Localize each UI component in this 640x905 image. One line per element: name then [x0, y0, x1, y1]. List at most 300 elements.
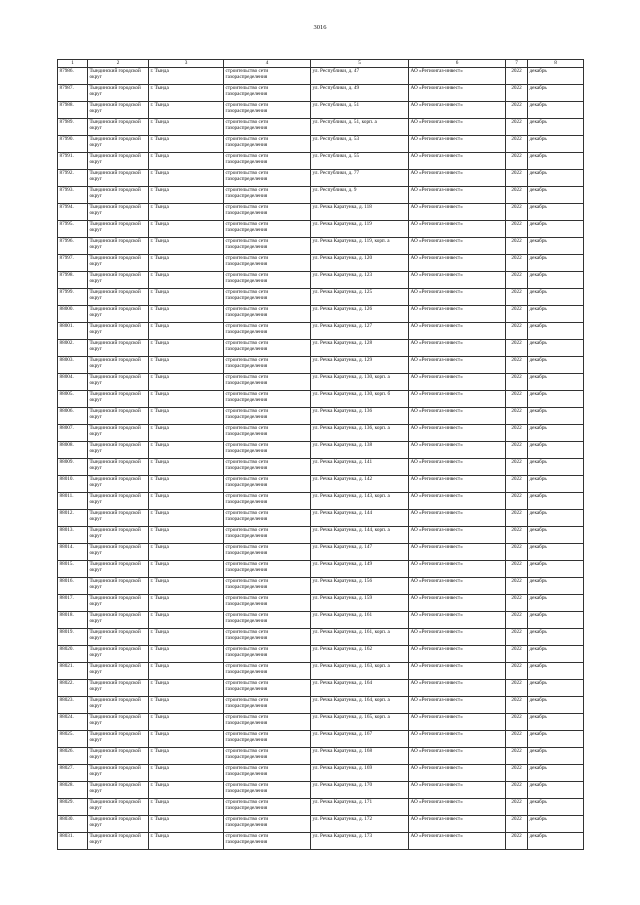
cell-settlement: г. Тында	[149, 799, 224, 816]
page-number: 3016	[313, 24, 327, 31]
cell-month: декабрь	[528, 544, 584, 561]
cell-work-type: строительство сети газораспределения	[224, 221, 311, 238]
cell-organization: АО «Регионгаз-инвест»	[409, 136, 506, 153]
cell-year: 2022	[506, 527, 528, 544]
cell-municipality: Тындинский городской округ	[88, 391, 149, 408]
cell-municipality: Тындинский городской округ	[88, 408, 149, 425]
cell-month: декабрь	[528, 357, 584, 374]
cell-month: декабрь	[528, 578, 584, 595]
cell-settlement: г. Тында	[149, 170, 224, 187]
cell-municipality: Тындинский городской округ	[88, 272, 149, 289]
table-row	[58, 391, 584, 408]
table-row	[58, 187, 584, 204]
table-row	[58, 170, 584, 187]
cell-work-type: строительство сети газораспределения	[224, 782, 311, 799]
cell-year: 2022	[506, 408, 528, 425]
cell-month: декабрь	[528, 510, 584, 527]
cell-organization: АО «Регионгаз-инвест»	[409, 680, 506, 697]
cell-settlement: г. Тында	[149, 408, 224, 425]
cell-work-type: строительство сети газораспределения	[224, 731, 311, 748]
header-cell-4: 4	[224, 60, 311, 68]
cell-address: ул. Речка Каратунка, д. 129	[311, 357, 409, 374]
cell-municipality: Тындинский городской округ	[88, 612, 149, 629]
cell-work-type: строительство сети газораспределения	[224, 85, 311, 102]
cell-row-number: 88009.	[58, 459, 88, 476]
cell-organization: АО «Регионгаз-инвест»	[409, 425, 506, 442]
cell-organization: АО «Регионгаз-инвест»	[409, 765, 506, 782]
cell-row-number: 88011.	[58, 493, 88, 510]
cell-work-type: строительство сети газораспределения	[224, 748, 311, 765]
cell-municipality: Тындинский городской округ	[88, 85, 149, 102]
cell-address: ул. Речка Каратунка, д. 125	[311, 289, 409, 306]
cell-row-number: 87990.	[58, 136, 88, 153]
cell-month: декабрь	[528, 306, 584, 323]
table-row	[58, 493, 584, 510]
cell-year: 2022	[506, 544, 528, 561]
cell-row-number: 87994.	[58, 204, 88, 221]
cell-settlement: г. Тында	[149, 697, 224, 714]
cell-address: ул. Речка Каратунка, д. 161, корп. а	[311, 629, 409, 646]
cell-organization: АО «Регионгаз-инвест»	[409, 799, 506, 816]
cell-row-number: 87987.	[58, 85, 88, 102]
cell-municipality: Тындинский городской округ	[88, 748, 149, 765]
cell-work-type: строительство сети газораспределения	[224, 187, 311, 204]
cell-row-number: 88019.	[58, 629, 88, 646]
table-row	[58, 663, 584, 680]
cell-organization: АО «Регионгаз-инвест»	[409, 408, 506, 425]
cell-municipality: Тындинский городской округ	[88, 646, 149, 663]
cell-year: 2022	[506, 357, 528, 374]
cell-settlement: г. Тында	[149, 102, 224, 119]
cell-work-type: строительство сети газораспределения	[224, 442, 311, 459]
cell-settlement: г. Тында	[149, 374, 224, 391]
table-row	[58, 459, 584, 476]
cell-settlement: г. Тында	[149, 238, 224, 255]
cell-municipality: Тындинский городской округ	[88, 765, 149, 782]
cell-address: ул. Речка Каратунка, д. 136, корп. а	[311, 425, 409, 442]
cell-settlement: г. Тында	[149, 493, 224, 510]
cell-year: 2022	[506, 136, 528, 153]
cell-settlement: г. Тында	[149, 357, 224, 374]
table-row	[58, 68, 584, 85]
table-row	[58, 731, 584, 748]
table-row	[58, 119, 584, 136]
cell-municipality: Тындинский городской округ	[88, 833, 149, 850]
cell-month: декабрь	[528, 714, 584, 731]
cell-organization: АО «Регионгаз-инвест»	[409, 833, 506, 850]
cell-year: 2022	[506, 646, 528, 663]
cell-organization: АО «Регионгаз-инвест»	[409, 527, 506, 544]
cell-month: декабрь	[528, 561, 584, 578]
cell-organization: АО «Регионгаз-инвест»	[409, 340, 506, 357]
cell-organization: АО «Регионгаз-инвест»	[409, 697, 506, 714]
cell-work-type: строительство сети газораспределения	[224, 408, 311, 425]
cell-row-number: 88000.	[58, 306, 88, 323]
cell-year: 2022	[506, 680, 528, 697]
cell-address: ул. Речка Каратунка, д. 162	[311, 646, 409, 663]
cell-settlement: г. Тында	[149, 510, 224, 527]
cell-municipality: Тындинский городской округ	[88, 340, 149, 357]
table-row	[58, 833, 584, 850]
cell-row-number: 87996.	[58, 238, 88, 255]
cell-month: декабрь	[528, 595, 584, 612]
cell-organization: АО «Регионгаз-инвест»	[409, 391, 506, 408]
cell-address: ул. Речка Каратунка, д. 130, корп. а	[311, 374, 409, 391]
cell-year: 2022	[506, 765, 528, 782]
cell-work-type: строительство сети газораспределения	[224, 323, 311, 340]
table-row	[58, 748, 584, 765]
cell-municipality: Тындинский городской округ	[88, 459, 149, 476]
cell-year: 2022	[506, 323, 528, 340]
cell-settlement: г. Тында	[149, 136, 224, 153]
cell-municipality: Тындинский городской округ	[88, 221, 149, 238]
cell-row-number: 88028.	[58, 782, 88, 799]
cell-row-number: 88017.	[58, 595, 88, 612]
cell-address: ул. Речка Каратунка, д. 149	[311, 561, 409, 578]
table-row	[58, 374, 584, 391]
cell-work-type: строительство сети газораспределения	[224, 799, 311, 816]
cell-month: декабрь	[528, 799, 584, 816]
cell-row-number: 88001.	[58, 323, 88, 340]
table-row	[58, 578, 584, 595]
cell-work-type: строительство сети газораспределения	[224, 425, 311, 442]
table-row	[58, 340, 584, 357]
cell-municipality: Тындинский городской округ	[88, 697, 149, 714]
cell-year: 2022	[506, 799, 528, 816]
cell-row-number: 88024.	[58, 714, 88, 731]
table-row	[58, 782, 584, 799]
cell-address: ул. Речка Каратунка, д. 128	[311, 340, 409, 357]
cell-month: декабрь	[528, 68, 584, 85]
cell-year: 2022	[506, 697, 528, 714]
cell-municipality: Тындинский городской округ	[88, 799, 149, 816]
cell-address: ул. Речка Каратунка, д. 118	[311, 204, 409, 221]
table-row	[58, 476, 584, 493]
table-row	[58, 799, 584, 816]
cell-settlement: г. Тында	[149, 119, 224, 136]
cell-work-type: строительство сети газораспределения	[224, 153, 311, 170]
cell-municipality: Тындинский городской округ	[88, 578, 149, 595]
cell-settlement: г. Тында	[149, 765, 224, 782]
cell-year: 2022	[506, 714, 528, 731]
cell-month: декабрь	[528, 748, 584, 765]
cell-month: декабрь	[528, 663, 584, 680]
cell-settlement: г. Тында	[149, 153, 224, 170]
cell-work-type: строительство сети газораспределения	[224, 136, 311, 153]
cell-year: 2022	[506, 476, 528, 493]
cell-organization: АО «Регионгаз-инвест»	[409, 68, 506, 85]
cell-month: декабрь	[528, 833, 584, 850]
cell-organization: АО «Регионгаз-инвест»	[409, 374, 506, 391]
cell-year: 2022	[506, 748, 528, 765]
cell-municipality: Тындинский городской округ	[88, 476, 149, 493]
cell-address: ул. Речка Каратунка, д. 141	[311, 459, 409, 476]
cell-row-number: 87989.	[58, 119, 88, 136]
cell-year: 2022	[506, 425, 528, 442]
table-row	[58, 289, 584, 306]
cell-work-type: строительство сети газораспределения	[224, 680, 311, 697]
cell-organization: АО «Регионгаз-инвест»	[409, 731, 506, 748]
cell-municipality: Тындинский городской округ	[88, 306, 149, 323]
cell-settlement: г. Тында	[149, 272, 224, 289]
cell-organization: АО «Регионгаз-инвест»	[409, 289, 506, 306]
cell-month: декабрь	[528, 697, 584, 714]
cell-year: 2022	[506, 221, 528, 238]
cell-organization: АО «Регионгаз-инвест»	[409, 102, 506, 119]
cell-month: декабрь	[528, 782, 584, 799]
cell-address: ул. Республики, д. 53	[311, 136, 409, 153]
cell-address: ул. Речка Каратунка, д. 169	[311, 765, 409, 782]
cell-month: декабрь	[528, 765, 584, 782]
cell-row-number: 88006.	[58, 408, 88, 425]
table-row	[58, 85, 584, 102]
cell-settlement: г. Тында	[149, 544, 224, 561]
cell-municipality: Тындинский городской округ	[88, 714, 149, 731]
cell-organization: АО «Регионгаз-инвест»	[409, 204, 506, 221]
cell-municipality: Тындинский городской округ	[88, 170, 149, 187]
cell-year: 2022	[506, 493, 528, 510]
cell-year: 2022	[506, 459, 528, 476]
cell-work-type: строительство сети газораспределения	[224, 646, 311, 663]
cell-row-number: 87992.	[58, 170, 88, 187]
cell-work-type: строительство сети газораспределения	[224, 289, 311, 306]
table-row	[58, 153, 584, 170]
cell-address: ул. Речка Каратунка, д. 168	[311, 748, 409, 765]
cell-address: ул. Речка Каратунка, д. 156	[311, 578, 409, 595]
data-table	[57, 59, 584, 850]
cell-organization: АО «Регионгаз-инвест»	[409, 561, 506, 578]
header-cell-5: 5	[311, 60, 409, 68]
table-row	[58, 527, 584, 544]
cell-row-number: 88016.	[58, 578, 88, 595]
header-cell-3: 3	[149, 60, 224, 68]
cell-work-type: строительство сети газораспределения	[224, 612, 311, 629]
cell-work-type: строительство сети газораспределения	[224, 119, 311, 136]
table-row	[58, 425, 584, 442]
cell-organization: АО «Регионгаз-инвест»	[409, 357, 506, 374]
cell-year: 2022	[506, 816, 528, 833]
cell-row-number: 88010.	[58, 476, 88, 493]
cell-municipality: Тындинский городской округ	[88, 629, 149, 646]
cell-address: ул. Речка Каратунка, д. 164	[311, 680, 409, 697]
cell-work-type: строительство сети газораспределения	[224, 340, 311, 357]
cell-municipality: Тындинский городской округ	[88, 68, 149, 85]
cell-organization: АО «Регионгаз-инвест»	[409, 170, 506, 187]
cell-settlement: г. Тында	[149, 748, 224, 765]
cell-month: декабрь	[528, 238, 584, 255]
cell-settlement: г. Тында	[149, 833, 224, 850]
cell-work-type: строительство сети газораспределения	[224, 833, 311, 850]
cell-year: 2022	[506, 612, 528, 629]
cell-work-type: строительство сети газораспределения	[224, 357, 311, 374]
cell-address: ул. Речка Каратунка, д. 171	[311, 799, 409, 816]
cell-settlement: г. Тында	[149, 476, 224, 493]
cell-municipality: Тындинский городской округ	[88, 323, 149, 340]
cell-address: ул. Речка Каратунка, д. 170	[311, 782, 409, 799]
cell-settlement: г. Тында	[149, 646, 224, 663]
cell-year: 2022	[506, 306, 528, 323]
table-row	[58, 544, 584, 561]
cell-month: декабрь	[528, 459, 584, 476]
cell-row-number: 88008.	[58, 442, 88, 459]
cell-municipality: Тындинский городской округ	[88, 238, 149, 255]
cell-year: 2022	[506, 782, 528, 799]
cell-year: 2022	[506, 578, 528, 595]
table-row	[58, 816, 584, 833]
header-cell-7: 7	[506, 60, 528, 68]
cell-work-type: строительство сети газораспределения	[224, 255, 311, 272]
cell-work-type: строительство сети газораспределения	[224, 629, 311, 646]
cell-row-number: 88004.	[58, 374, 88, 391]
cell-organization: АО «Регионгаз-инвест»	[409, 510, 506, 527]
cell-address: ул. Речка Каратунка, д. 144, корп. а	[311, 527, 409, 544]
cell-municipality: Тындинский городской округ	[88, 442, 149, 459]
cell-month: декабрь	[528, 425, 584, 442]
cell-month: декабрь	[528, 680, 584, 697]
cell-work-type: строительство сети газораспределения	[224, 578, 311, 595]
cell-month: декабрь	[528, 272, 584, 289]
cell-work-type: строительство сети газораспределения	[224, 697, 311, 714]
cell-organization: АО «Регионгаз-инвест»	[409, 442, 506, 459]
cell-year: 2022	[506, 187, 528, 204]
cell-month: декабрь	[528, 323, 584, 340]
cell-work-type: строительство сети газораспределения	[224, 765, 311, 782]
cell-settlement: г. Тында	[149, 612, 224, 629]
cell-address: ул. Республики, д. 51, корп. а	[311, 119, 409, 136]
cell-settlement: г. Тында	[149, 306, 224, 323]
cell-organization: АО «Регионгаз-инвест»	[409, 323, 506, 340]
cell-address: ул. Речка Каратунка, д. 142	[311, 476, 409, 493]
cell-address: ул. Речка Каратунка, д. 163, корп. а	[311, 663, 409, 680]
cell-organization: АО «Регионгаз-инвест»	[409, 748, 506, 765]
cell-row-number: 88023.	[58, 697, 88, 714]
cell-organization: АО «Регионгаз-инвест»	[409, 714, 506, 731]
table-row	[58, 408, 584, 425]
table-row	[58, 595, 584, 612]
cell-row-number: 88005.	[58, 391, 88, 408]
cell-organization: АО «Регионгаз-инвест»	[409, 612, 506, 629]
cell-year: 2022	[506, 340, 528, 357]
cell-month: декабрь	[528, 816, 584, 833]
cell-municipality: Тындинский городской округ	[88, 119, 149, 136]
cell-municipality: Тындинский городской округ	[88, 816, 149, 833]
cell-address: ул. Речка Каратунка, д. 123	[311, 272, 409, 289]
cell-organization: АО «Регионгаз-инвест»	[409, 255, 506, 272]
cell-year: 2022	[506, 374, 528, 391]
cell-address: ул. Республики, д. 49	[311, 85, 409, 102]
cell-settlement: г. Тында	[149, 68, 224, 85]
cell-year: 2022	[506, 102, 528, 119]
cell-month: декабрь	[528, 153, 584, 170]
cell-organization: АО «Регионгаз-инвест»	[409, 153, 506, 170]
table-row	[58, 272, 584, 289]
cell-work-type: строительство сети газораспределения	[224, 204, 311, 221]
cell-work-type: строительство сети газораспределения	[224, 510, 311, 527]
cell-year: 2022	[506, 663, 528, 680]
cell-month: декабрь	[528, 289, 584, 306]
cell-settlement: г. Тында	[149, 204, 224, 221]
cell-organization: АО «Регионгаз-инвест»	[409, 272, 506, 289]
cell-municipality: Тындинский городской округ	[88, 510, 149, 527]
cell-municipality: Тындинский городской округ	[88, 357, 149, 374]
cell-municipality: Тындинский городской округ	[88, 544, 149, 561]
cell-month: декабрь	[528, 476, 584, 493]
cell-settlement: г. Тында	[149, 425, 224, 442]
table-row	[58, 714, 584, 731]
cell-address: ул. Речка Каратунка, д. 143, корп. а	[311, 493, 409, 510]
cell-row-number: 88002.	[58, 340, 88, 357]
cell-year: 2022	[506, 629, 528, 646]
table-row	[58, 204, 584, 221]
table-row	[58, 102, 584, 119]
cell-settlement: г. Тында	[149, 187, 224, 204]
table-row	[58, 238, 584, 255]
cell-settlement: г. Тында	[149, 629, 224, 646]
cell-month: декабрь	[528, 527, 584, 544]
cell-work-type: строительство сети газораспределения	[224, 816, 311, 833]
cell-month: декабрь	[528, 629, 584, 646]
cell-settlement: г. Тында	[149, 578, 224, 595]
cell-row-number: 88025.	[58, 731, 88, 748]
cell-month: декабрь	[528, 731, 584, 748]
cell-settlement: г. Тында	[149, 442, 224, 459]
cell-row-number: 88020.	[58, 646, 88, 663]
cell-month: декабрь	[528, 221, 584, 238]
table-row	[58, 646, 584, 663]
cell-settlement: г. Тында	[149, 816, 224, 833]
cell-row-number: 88027.	[58, 765, 88, 782]
table-row	[58, 136, 584, 153]
cell-year: 2022	[506, 561, 528, 578]
cell-year: 2022	[506, 153, 528, 170]
cell-municipality: Тындинский городской округ	[88, 255, 149, 272]
cell-row-number: 88021.	[58, 663, 88, 680]
cell-settlement: г. Тында	[149, 459, 224, 476]
cell-address: ул. Речка Каратунка, д. 172	[311, 816, 409, 833]
cell-month: декабрь	[528, 204, 584, 221]
table-body	[58, 68, 584, 850]
cell-row-number: 88003.	[58, 357, 88, 374]
cell-municipality: Тындинский городской округ	[88, 731, 149, 748]
cell-row-number: 88022.	[58, 680, 88, 697]
cell-work-type: строительство сети газораспределения	[224, 595, 311, 612]
cell-month: декабрь	[528, 612, 584, 629]
table-header	[58, 60, 584, 68]
cell-settlement: г. Тында	[149, 85, 224, 102]
cell-year: 2022	[506, 68, 528, 85]
cell-row-number: 88012.	[58, 510, 88, 527]
cell-month: декабрь	[528, 255, 584, 272]
cell-address: ул. Речка Каратунка, д. 136	[311, 408, 409, 425]
cell-year: 2022	[506, 255, 528, 272]
cell-row-number: 87999.	[58, 289, 88, 306]
cell-address: ул. Речка Каратунка, д. 173	[311, 833, 409, 850]
header-row	[58, 60, 584, 68]
cell-year: 2022	[506, 85, 528, 102]
cell-municipality: Тындинский городской округ	[88, 493, 149, 510]
cell-address: ул. Речка Каратунка, д. 119	[311, 221, 409, 238]
cell-organization: АО «Регионгаз-инвест»	[409, 782, 506, 799]
cell-work-type: строительство сети газораспределения	[224, 459, 311, 476]
cell-year: 2022	[506, 238, 528, 255]
cell-row-number: 87993.	[58, 187, 88, 204]
cell-organization: АО «Регионгаз-инвест»	[409, 119, 506, 136]
cell-municipality: Тындинский городской округ	[88, 102, 149, 119]
cell-settlement: г. Тында	[149, 221, 224, 238]
cell-row-number: 88030.	[58, 816, 88, 833]
cell-address: ул. Речка Каратунка, д. 138	[311, 442, 409, 459]
cell-settlement: г. Тында	[149, 595, 224, 612]
